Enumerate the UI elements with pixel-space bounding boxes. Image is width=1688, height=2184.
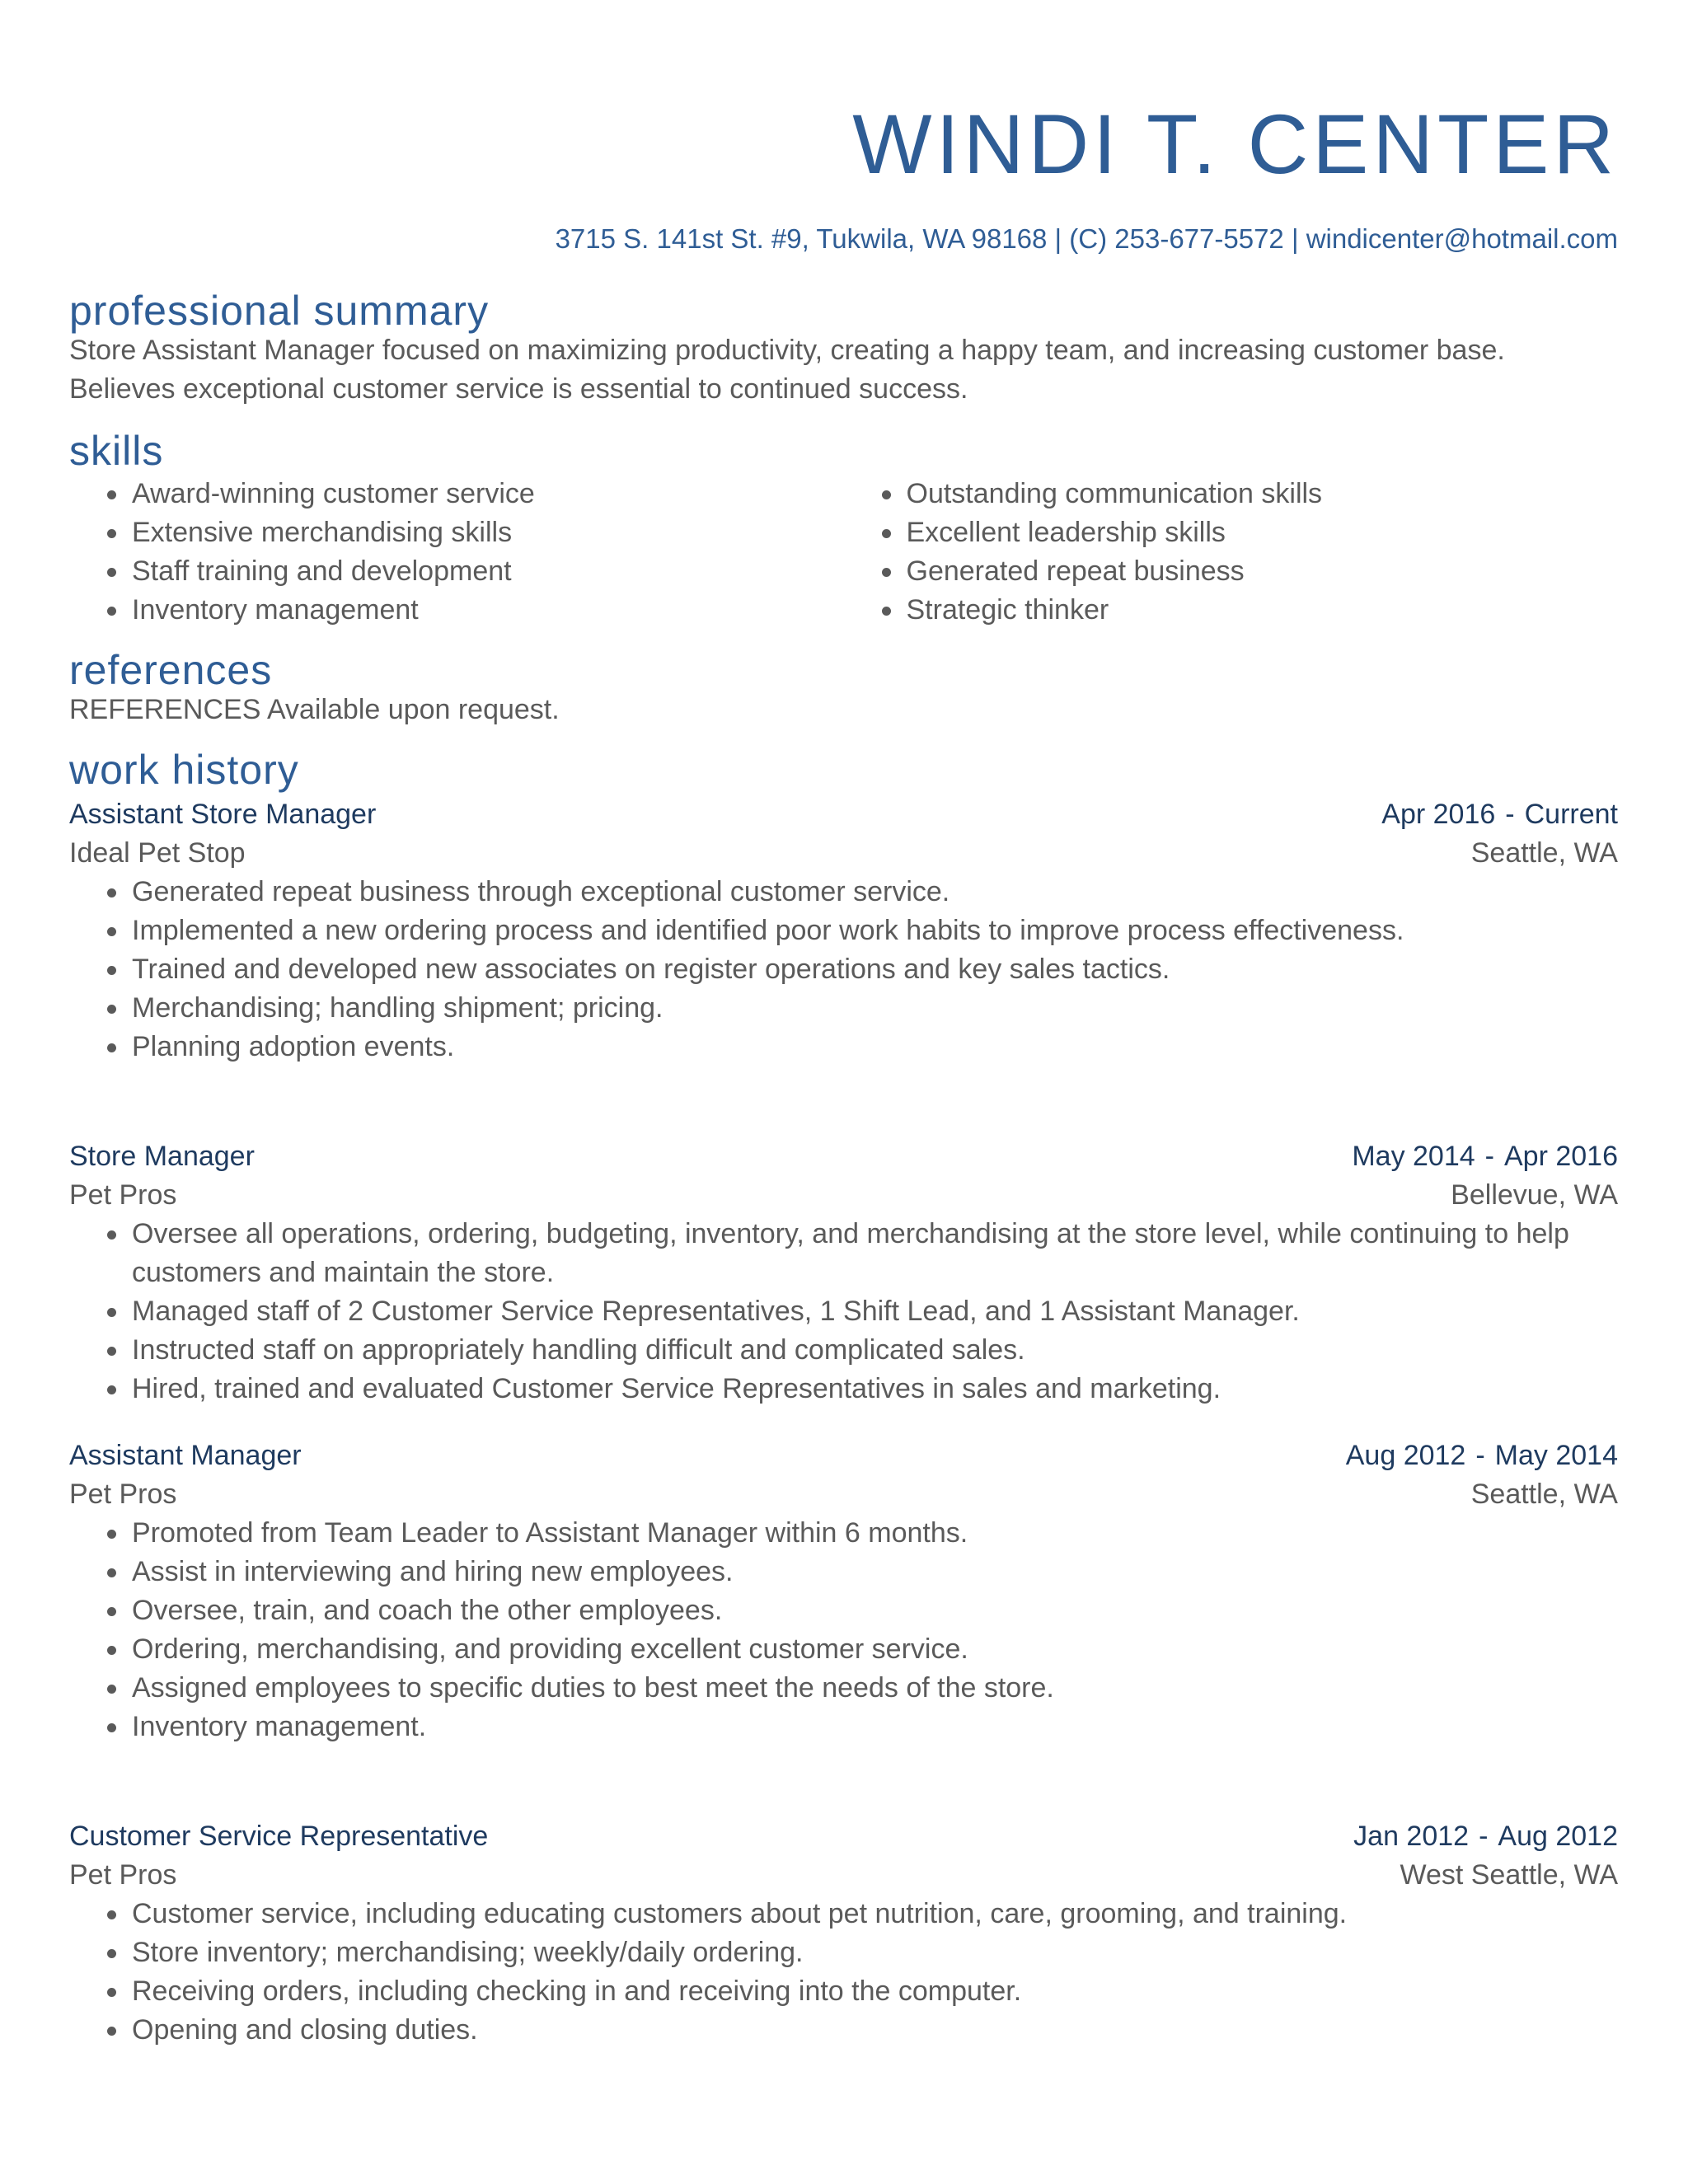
job-entry — [69, 1137, 1618, 1408]
job-duty: Promoted from Team Leader to Assistant Manager within 6 months. — [69, 1514, 1618, 1553]
skills-right-list — [844, 475, 1619, 630]
job-duty: Receiving orders, including checking in and receiving into the computer. — [69, 1972, 1618, 2011]
job-duties-list — [69, 873, 1618, 1066]
job-dates: Aug 2012 - May 2014 — [1345, 1439, 1618, 1471]
job-dates: Jan 2012 - Aug 2012 — [1353, 1820, 1618, 1852]
job-company: Pet Pros — [69, 1478, 177, 1510]
job-location: Bellevue, WA — [1451, 1179, 1618, 1211]
job-company: Pet Pros — [69, 1179, 177, 1211]
job-location: Seattle, WA — [1470, 837, 1618, 869]
skill-item: Generated repeat business — [844, 552, 1619, 591]
job-company-row — [69, 1856, 1618, 1895]
job-duty: Trained and developed new associates on register operations and key sales tactics. — [69, 950, 1618, 989]
job-duties-list — [69, 1514, 1618, 1746]
skills-grid — [69, 475, 1618, 630]
job-duty: Inventory management. — [69, 1708, 1618, 1746]
job-duty: Instructed staff on appropriately handling difficult and complicated sales. — [69, 1331, 1618, 1370]
job-header-row — [69, 795, 1618, 834]
job-entry — [69, 1817, 1618, 2050]
job-location: Seattle, WA — [1470, 1478, 1618, 1510]
work-history-heading: work history — [69, 746, 299, 793]
job-header-row — [69, 1817, 1618, 1856]
job-duty: Hired, trained and evaluated Customer Service Representatives in sales and marketing. — [69, 1370, 1618, 1408]
job-duty: Customer service, including educating customers about pet nutrition, care, grooming, and training. — [69, 1895, 1618, 1933]
skills-heading: skills — [69, 427, 164, 474]
job-duty: Oversee, train, and coach the other employees. — [69, 1591, 1618, 1630]
job-company-row — [69, 834, 1618, 873]
job-dates: Apr 2016 - Current — [1381, 798, 1618, 830]
job-end-date: Current — [1524, 798, 1618, 830]
job-duty: Generated repeat business through exceptional customer service. — [69, 873, 1618, 912]
job-duty: Oversee all operations, ordering, budgeting, inventory, and merchandising at the store level, while continuing to help customers and maintain the store. — [69, 1215, 1618, 1292]
job-header-row — [69, 1436, 1618, 1475]
job-end-date: Apr 2016 — [1504, 1140, 1618, 1172]
summary-text: Store Assistant Manager focused on maximizing productivity, creating a happy team, and increasing customer base. Believes exceptional customer service is essential to continued success. — [69, 334, 1505, 405]
skill-item: Inventory management — [69, 591, 844, 630]
job-entry — [69, 1436, 1618, 1746]
job-header-row — [69, 1137, 1618, 1176]
job-duty: Assigned employees to specific duties to best meet the needs of the store. — [69, 1669, 1618, 1708]
job-end-date: Aug 2012 — [1498, 1820, 1618, 1852]
job-duty: Store inventory; merchandising; weekly/daily ordering. — [69, 1933, 1618, 1972]
skill-item: Staff training and development — [69, 552, 844, 591]
job-title: Customer Service Representative — [69, 1820, 489, 1852]
job-start-date: Jan 2012 — [1353, 1820, 1470, 1852]
job-company: Ideal Pet Stop — [69, 837, 246, 869]
summary-heading: professional summary — [69, 287, 490, 334]
job-duty: Planning adoption events. — [69, 1028, 1618, 1066]
job-duties-list — [69, 1895, 1618, 2050]
job-duty: Opening and closing duties. — [69, 2011, 1618, 2050]
job-dates: May 2014 - Apr 2016 — [1352, 1140, 1618, 1172]
skill-item: Excellent leadership skills — [844, 513, 1619, 552]
job-start-date: Apr 2016 — [1381, 798, 1496, 830]
skill-item: Extensive merchandising skills — [69, 513, 844, 552]
candidate-name: WINDI T. CENTER — [852, 97, 1618, 191]
job-duties-list — [69, 1215, 1618, 1408]
references-text: REFERENCES Available upon request. — [69, 693, 560, 725]
job-end-date: May 2014 — [1494, 1439, 1618, 1471]
job-duty: Ordering, merchandising, and providing excellent customer service. — [69, 1630, 1618, 1669]
skill-item: Award-winning customer service — [69, 475, 844, 513]
skill-item: Outstanding communication skills — [844, 475, 1619, 513]
job-title: Assistant Manager — [69, 1439, 302, 1471]
job-duty: Implemented a new ordering process and identified poor work habits to improve process effectiveness. — [69, 912, 1618, 950]
references-heading: references — [69, 646, 273, 693]
job-duty: Managed staff of 2 Customer Service Representatives, 1 Shift Lead, and 1 Assistant Manager. — [69, 1292, 1618, 1331]
skill-item: Strategic thinker — [844, 591, 1619, 630]
job-duty: Assist in interviewing and hiring new employees. — [69, 1553, 1618, 1591]
job-company: Pet Pros — [69, 1858, 177, 1891]
skills-left-list — [69, 475, 844, 630]
job-start-date: May 2014 — [1352, 1140, 1475, 1172]
job-entry — [69, 795, 1618, 1066]
job-company-row — [69, 1176, 1618, 1215]
job-title: Assistant Store Manager — [69, 798, 377, 830]
job-start-date: Aug 2012 — [1345, 1439, 1466, 1471]
job-duty: Merchandising; handling shipment; pricing. — [69, 989, 1618, 1028]
job-location: West Seattle, WA — [1400, 1858, 1618, 1891]
job-title: Store Manager — [69, 1140, 255, 1172]
contact-info: 3715 S. 141st St. #9, Tukwila, WA 98168 | (C) 253-677-5572 | windicenter@hotmail.com — [555, 223, 1618, 254]
job-company-row — [69, 1475, 1618, 1514]
